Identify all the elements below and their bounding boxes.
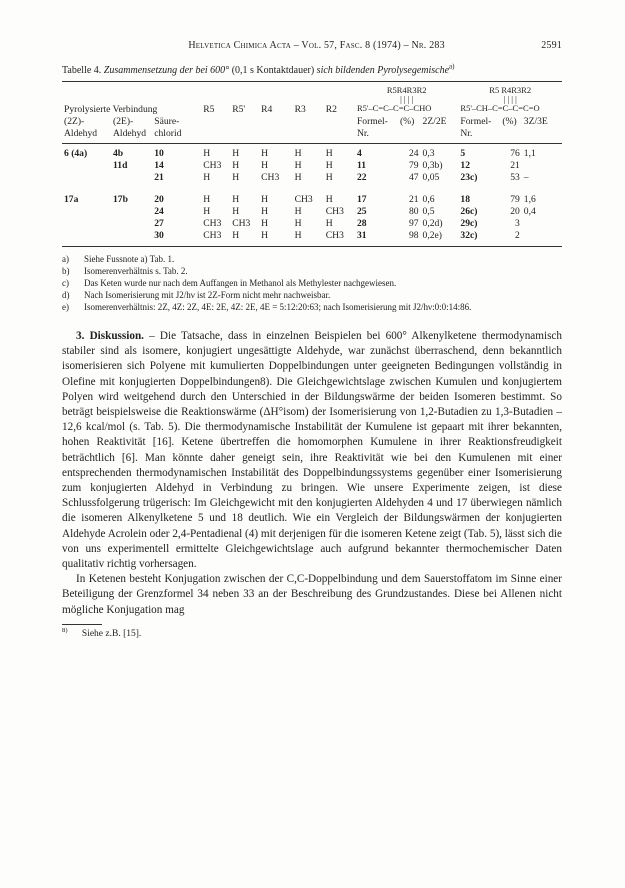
cell-r4: H (261, 218, 269, 229)
discussion-section (62, 329, 562, 618)
aldehyde-formula-substituents: R5R4R3R2 (386, 85, 427, 95)
table-footnote: a) Siehe Fussnote a) Tab. 1. (62, 254, 175, 264)
cell-r2: CH3 (325, 230, 344, 241)
table-footnotes (62, 253, 562, 313)
cell-c: 21 (154, 172, 164, 183)
cell-p1: 80 (408, 206, 419, 217)
cell-f1: 17 (356, 194, 367, 205)
journal-title: Helvetica Chimica Acta – Vol. 57, Fasc. 8 (1974) – Nr. 283 (188, 40, 445, 51)
cell-q1: 0,3b) (422, 160, 443, 171)
cell-r5: CH3 (203, 160, 222, 171)
page-number: 2591 (541, 40, 562, 51)
cell-r2: CH3 (325, 206, 344, 217)
cell-f2: 23c) (460, 172, 478, 183)
cell-r3: H (294, 218, 302, 229)
cell-r2: H (325, 194, 333, 205)
cell-f1: 31 (356, 230, 367, 241)
cell-q2 (522, 160, 562, 172)
cell-b (111, 206, 152, 218)
cell-q2: – (523, 172, 529, 183)
cell-r2: H (325, 148, 333, 159)
table-caption: Tabelle 4. Zusammensetzung der bei 600° (0,1 s Kontaktdauer) sich bildenden Pyrolysegemische$^{a)}$ (62, 62, 455, 76)
table-row (62, 230, 562, 242)
cell-f1: 28 (356, 218, 367, 229)
paragraph-1: – Die Tatsache, dass in einzelnen Beispielen bei 600° Alkenylketene thermodynamisch stabiler sind als isomere, konjugiert ungesättigte Aldehyde, war zunächst überraschend, denn bekanntlich isomerisieren sich Polyene mit kumulierten Doppelbindungen unter geeigneten Bedingungen vollständig in Olefine mit konjugierten Doppelbindungen8). Die Gleichgewichtslage zwischen Kumulen und konjugiertem Polyen wird weitgehend durch den Unterschied in der Bildungswärme der beiden Isomeren bestimmt. So beträgt beispielsweise die Reaktionswärme (ΔH°isom) der Isomerisierung von 1,2-Butadien zu 1,3-Butadien –12,6 kcal/mol (s. Tab. 5). Die thermodynamische Instabilität der Kumulene ist gepaart mit ihrer bekannten, hohen Reaktivität [16]. Ketene übertreffen die homomorphen Kumulene in ihrer Reaktionsfreudigkeit beträchtlich [6]. Man könnte daher geneigt sein, ihre Reaktivität wie bei den Kumulenen mit einer entsprechenden thermodynamischen Instabilität des Doppelbindungssystems gegenüber einer Isomerisierung zum konjugierten Aldehyd in Verbindung zu bringen. Wie unsere Experimente zeigen, ist diese Schlussfolgerung trügerisch: Im Gleichgewicht mit den konjugierten Aldehyden 4 und 17 überwiegen nämlich die isomeren Alkenylketene 5 und 18 deutlich. Wie ein Vergleich der Bildungswärmen der konjugierten Aldehyde Acrolein oder 2,4-Pentadienal (4) mit derjenigen für die isomeren Ketene zeigt (Tab. 5), lässt sich die von uns experimentell ermittelte Gleichgewichtslage auch aufgrund bekannter thermochemischer Daten qualitativ richtig vorhersagen. (62, 330, 562, 571)
cell-p2: 21 (510, 160, 520, 171)
ketene-formula: R5'–CH–C=C–C=C=O (460, 103, 540, 113)
cell-r5: CH3 (203, 218, 222, 229)
cell-f1: 22 (356, 172, 367, 183)
cell-b (111, 172, 152, 184)
cell-f1: 4 (356, 148, 362, 159)
cell-a (62, 230, 111, 242)
cell-c: 27 (154, 218, 164, 229)
cell-p2: 53 (510, 172, 520, 183)
cell-c: 24 (154, 206, 164, 217)
cell-p2: 2 (515, 230, 520, 241)
cell-r5: H (203, 194, 211, 205)
cell-p2: 20 (510, 206, 520, 217)
cell-f1: 11 (356, 160, 367, 171)
cell-c: 10 (154, 148, 164, 159)
cell-r5: H (203, 206, 211, 217)
cell-q1: 0,2e) (422, 230, 442, 241)
page-footnote: $^{8)}$ Siehe z.B. [15]. (62, 626, 142, 639)
cell-f1: 25 (356, 206, 367, 217)
cell-a (62, 172, 111, 184)
cell-p1: 98 (408, 230, 419, 241)
cell-p1: 21 (408, 194, 419, 205)
cell-r5p: H (232, 160, 240, 171)
cell-p2: 79 (510, 194, 520, 205)
cell-f2: 26c) (460, 206, 478, 217)
cell-p2: 3 (515, 218, 520, 229)
cell-r3: H (294, 148, 302, 159)
cell-q2: 1,1 (523, 148, 536, 159)
cell-r4: CH3 (261, 172, 280, 183)
cell-r5p: H (232, 172, 240, 183)
cell-r2: H (325, 160, 333, 171)
table-row (62, 206, 562, 218)
cell-r4: H (261, 160, 269, 171)
cell-q1: 0,05 (422, 172, 440, 183)
cell-r5: CH3 (203, 230, 222, 241)
cell-a (62, 206, 111, 218)
cell-a: 17a (64, 194, 79, 205)
cell-r5p: H (232, 206, 240, 217)
cell-f2: 12 (460, 160, 470, 171)
footnote-rule (62, 624, 102, 625)
cell-q2 (522, 230, 562, 242)
page (62, 40, 562, 639)
aldehyde-formula: R5'–C=C–C=C–CHO (356, 103, 432, 113)
cell-p1: 24 (408, 148, 419, 159)
table-footnote: b) Isomerenverhältnis s. Tab. 2. (62, 266, 188, 276)
cell-r3: H (294, 160, 302, 171)
cell-q2: 1,6 (523, 194, 536, 205)
cell-r5: H (203, 148, 211, 159)
cell-q1: 0,5 (422, 206, 435, 217)
running-header (62, 40, 562, 51)
cell-r5p: H (232, 148, 240, 159)
cell-r3: H (294, 206, 302, 217)
cell-c: 30 (154, 230, 164, 241)
cell-a (62, 160, 111, 172)
cell-q1: 0,3 (422, 148, 435, 159)
cell-b: 17b (113, 194, 128, 205)
cell-b: 11d (113, 160, 128, 171)
cell-r2: H (325, 172, 333, 183)
table-footnote: c) Das Keten wurde nur nach dem Auffangen in Methanol als Methylester nachgewiesen. (62, 278, 397, 288)
table-row (62, 218, 562, 230)
table-row (62, 172, 562, 184)
cell-r3: CH3 (294, 194, 313, 205)
cell-p1: 47 (408, 172, 419, 183)
cell-q1: 0,2d) (422, 218, 443, 229)
cell-f2: 32c) (460, 230, 478, 241)
cell-c: 14 (154, 160, 164, 171)
cell-r4: H (261, 148, 269, 159)
cell-r5p: CH3 (232, 218, 251, 229)
paragraph-2: In Ketenen besteht Konjugation zwischen der C,C-Doppelbindung und dem Sauerstoffatom im Sinne einer Beteiligung der Grenzformel 34 neben 33 an der Beschreibung des Grundzustandes. Diese bei Allenen nicht mögliche Konjugation mag (62, 573, 562, 616)
cell-r5: H (203, 172, 211, 183)
cell-r4: H (261, 206, 269, 217)
table-footnote: d) Nach Isomerisierung mit J2/hν ist 2Z-Form nicht mehr nachweisbar. (62, 290, 331, 300)
table-header-rule (62, 143, 562, 144)
ketene-formula-substituents: R5 R4R3R2 (489, 85, 532, 95)
cell-p1: 79 (408, 160, 419, 171)
section-heading: 3. Diskussion. (76, 330, 144, 342)
cell-r2: H (325, 218, 333, 229)
table-top-rule (62, 81, 562, 82)
cell-p1: 97 (408, 218, 419, 229)
cell-b: 4b (113, 148, 124, 159)
cell-f2: 5 (460, 148, 466, 159)
table-row (62, 148, 562, 160)
cell-b (111, 230, 152, 242)
cell-p2: 76 (510, 148, 520, 159)
cell-q2 (522, 218, 562, 230)
cell-r3: H (294, 172, 302, 183)
table-row (62, 160, 562, 172)
cell-f2: 18 (460, 194, 470, 205)
cell-q2: 0,4 (523, 206, 536, 217)
table-body (62, 148, 562, 242)
table-row (62, 184, 562, 206)
cell-a (62, 218, 111, 230)
table-footnote: e) Isomerenverhältnis: 2Z, 4Z: 2Z, 4E: 2E, 4Z: 2E, 4E = 5:12:20:63; nach Isomerisierung mit J2/hν:0:0:14:86. (62, 302, 472, 312)
table-bottom-rule (62, 246, 562, 247)
cell-r3: H (294, 230, 302, 241)
cell-b (111, 218, 152, 230)
cell-r4: H (261, 194, 269, 205)
table-4: R5R4R3R2 R5 R4R3R2 | | | | | | | | Pyrolysierte Verbindung R5 R5' R4 R3 R2 R5'–C=C–C=C–CHO R5'–CH–C=C–C=C=O (2Z)- (2E)- Säure- Formel- (%) 2Z/2E Formel- (%) 3Z/3E Aldehyd Aldehyd chlorid Nr. Nr. 6 (4a) 4b 10 H H H H H 4 24 0,3 5 76 1,1 11d 14 CH3 H H H H 11 79 0,3b) 12 21 21 H H CH3 H H 22 47 0,05 23c) 53 – 17a 17b 20 H H H CH3 H 17 21 0,6 18 79 1,6 24 H H H H CH3 25 80 0,5 26c) 20 0,4 27 CH3 CH3 H H H 28 97 0,2d) 29c) 3 30 CH3 H H H CH3 31 98 0,2e) 32c) 2 (62, 86, 562, 247)
cell-r4: H (261, 230, 269, 241)
header-pyrolysed-compound: Pyrolysierte Verbindung (64, 104, 158, 115)
cell-r5p: H (232, 194, 240, 205)
cell-r5p: H (232, 230, 240, 241)
cell-f2: 29c) (460, 218, 478, 229)
cell-q1: 0,6 (422, 194, 435, 205)
cell-a: 6 (4a) (64, 148, 88, 159)
cell-c: 20 (154, 194, 164, 205)
